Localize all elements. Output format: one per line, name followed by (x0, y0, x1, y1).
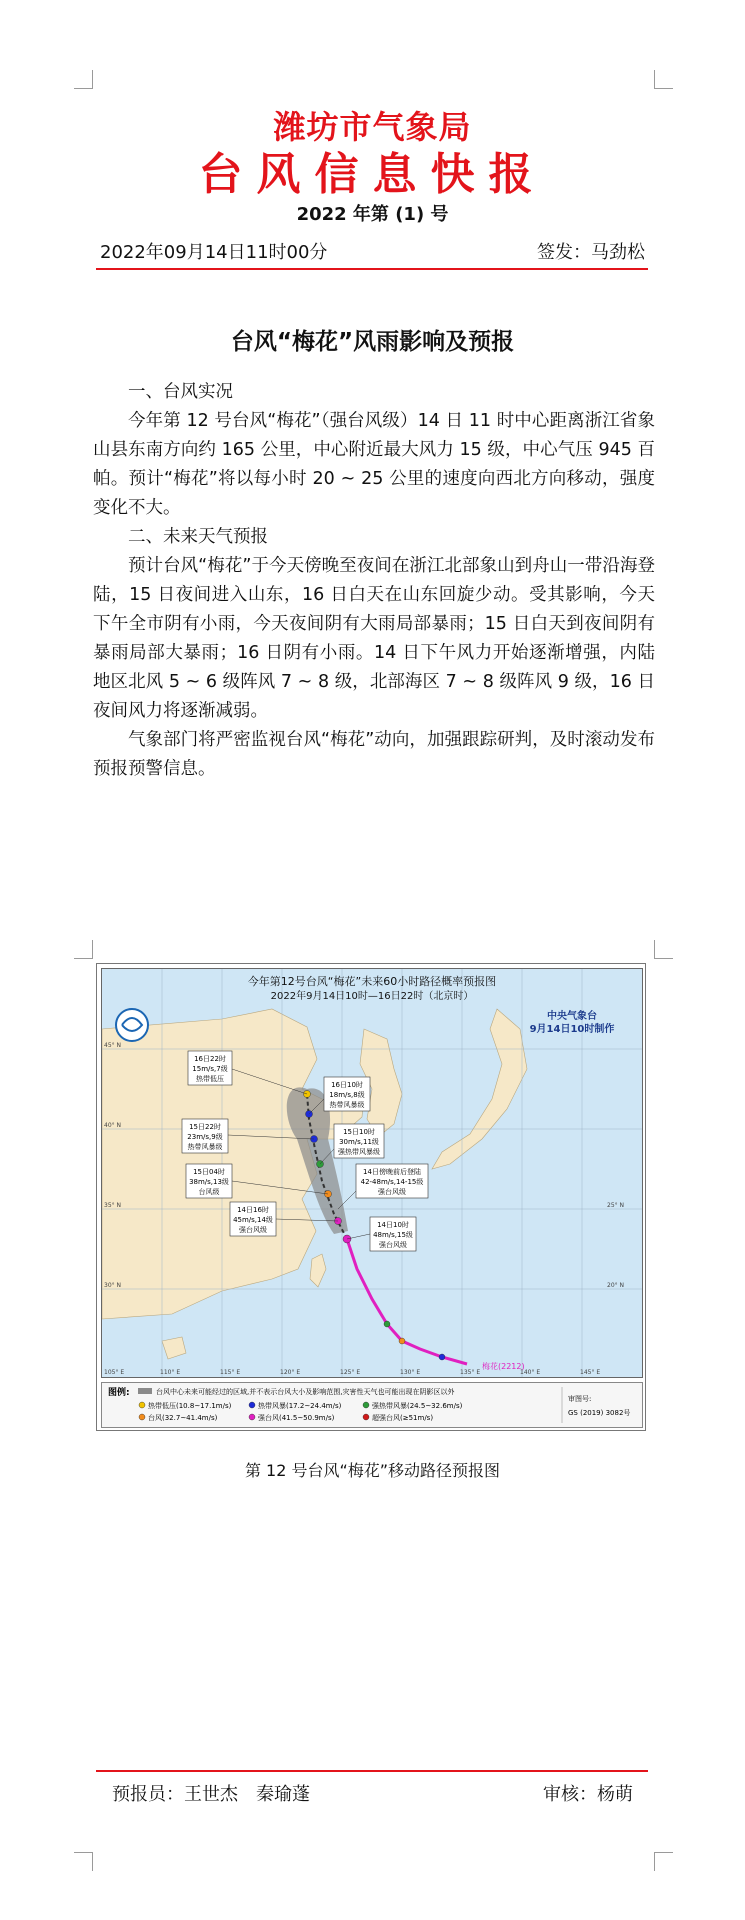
legend-sts-dot (363, 1402, 369, 1408)
article-body (93, 378, 655, 784)
svg-text:110° E: 110° E (160, 1369, 181, 1376)
svg-text:18m/s,8级: 18m/s,8级 (329, 1091, 365, 1099)
legend-super: 超强台风(≥51m/s) (372, 1414, 434, 1422)
paragraph-weather-forecast: 预计台风“梅花”于今天傍晚至夜间在浙江北部象山到舟山一带沿海登陆，15 日夜间进入山东，16 日白天在山东回旋少动。受其影响，今天下午全市阴有小雨，今天夜间阴有大雨局部暴雨；15 日白天到夜间阴有暴雨局部大暴雨；16 日阴有小雨。14 日下午风力开始逐渐增强，内陆地区北风 5 ~ 6 级阵风 7 ~ 8 级，北部海区 7 ~ 8 级阵风 9 级，16 日夜间风力将逐渐减弱。 (93, 556, 655, 721)
svg-text:热带风暴级: 热带风暴级 (329, 1101, 365, 1109)
map-subtitle: 2022年9月14日10时—16日22时（北京时） (270, 991, 474, 1002)
legend-td-dot (139, 1402, 145, 1408)
svg-text:强台风级: 强台风级 (239, 1226, 267, 1234)
storm-name-label: 梅花(2212) (482, 1362, 525, 1371)
paragraph-monitoring: 气象部门将严密监视台风“梅花”动向，加强跟踪研判，及时滚动发布预报预警信息。 (93, 730, 655, 779)
svg-text:38m/s,13级: 38m/s,13级 (189, 1178, 229, 1186)
corner-mark-bottom-right (654, 1852, 673, 1871)
legend-td: 热带低压(10.8~17.1m/s) (148, 1402, 232, 1410)
track-forecast-map (101, 968, 643, 1378)
svg-text:15m/s,7级: 15m/s,7级 (192, 1065, 228, 1073)
map-svg (102, 969, 642, 1377)
map-producer: 中央气象台 (547, 1011, 597, 1022)
svg-text:14日16时: 14日16时 (237, 1206, 269, 1214)
svg-text:15日22时: 15日22时 (189, 1123, 221, 1131)
corner-mark-mid-left (74, 940, 93, 959)
legend-label: 图例: (108, 1388, 130, 1398)
svg-text:热带低压: 热带低压 (196, 1075, 224, 1083)
issue-number: 2022 年第 (1) 号 (296, 204, 449, 225)
corner-mark-top-left (74, 70, 93, 89)
svg-text:15日04时: 15日04时 (193, 1168, 225, 1176)
svg-text:15日10时: 15日10时 (343, 1128, 375, 1136)
cma-logo (116, 1009, 148, 1041)
corner-mark-top-right (654, 70, 673, 89)
svg-text:45m/s,14级: 45m/s,14级 (233, 1216, 273, 1224)
legend-sty-dot (249, 1414, 255, 1420)
svg-text:125° E: 125° E (340, 1369, 361, 1376)
svg-text:42-48m/s,14-15级: 42-48m/s,14-15级 (360, 1178, 424, 1186)
svg-text:145° E: 145° E (580, 1369, 601, 1376)
approval-label: 审图号: (568, 1395, 592, 1403)
svg-text:23m/s,9级: 23m/s,9级 (187, 1133, 223, 1141)
legend-svg (102, 1383, 642, 1427)
svg-text:45° N: 45° N (104, 1042, 122, 1049)
past-point-3 (439, 1354, 445, 1360)
legend-super-dot (363, 1414, 369, 1420)
svg-text:130° E: 130° E (400, 1369, 421, 1376)
legend-ts-dot (249, 1402, 255, 1408)
svg-text:40° N: 40° N (104, 1122, 122, 1129)
past-point-2 (384, 1321, 390, 1327)
svg-text:25° N: 25° N (607, 1202, 625, 1209)
svg-text:140° E: 140° E (520, 1369, 541, 1376)
svg-text:热带风暴级: 热带风暴级 (187, 1143, 223, 1151)
svg-text:48m/s,15级: 48m/s,15级 (373, 1231, 413, 1239)
agency-name: 潍坊市气象局 (273, 108, 472, 146)
svg-text:120° E: 120° E (280, 1369, 301, 1376)
svg-text:105° E: 105° E (104, 1369, 125, 1376)
map-legend (101, 1382, 643, 1428)
svg-text:16日22时: 16日22时 (194, 1055, 226, 1063)
approval-number: GS (2019) 3082号 (568, 1409, 631, 1417)
corner-mark-bottom-left (74, 1852, 93, 1871)
svg-text:台风级: 台风级 (198, 1188, 220, 1196)
header-red-rule (96, 268, 648, 270)
forecasters: 预报员：王世杰 秦瑜蓬 (112, 1784, 310, 1805)
svg-text:强台风级: 强台风级 (379, 1241, 407, 1249)
map-made-time: 9月14日10时制作 (529, 1024, 615, 1035)
signer: 签发：马劲松 (537, 242, 645, 263)
section-heading-1: 一、台风实况 (128, 382, 233, 402)
paragraph-typhoon-status: 今年第 12 号台风“梅花”（强台风级）14 日 11 时中心距离浙江省象山县东南方向约 165 公里，中心附近最大风力 15 级，中心气压 945 百帕。预计“梅花”将以每小时 20 ~ 25 公里的速度向西北方向移动，强度变化不大。 (93, 411, 655, 518)
svg-text:35° N: 35° N (104, 1202, 122, 1209)
legend-ty: 台风(32.7~41.4m/s) (148, 1414, 218, 1422)
past-point-1 (399, 1338, 405, 1344)
corner-mark-mid-right (654, 940, 673, 959)
legend-ts: 热带风暴(17.2~24.4m/s) (258, 1402, 342, 1410)
track-forecast-figure (96, 963, 646, 1431)
svg-text:强热带风暴级: 强热带风暴级 (338, 1148, 380, 1156)
lon-tick-labels (104, 1369, 600, 1376)
legend-ty-dot (139, 1414, 145, 1420)
svg-text:16日10时: 16日10时 (331, 1081, 363, 1089)
legend-cone-swatch (138, 1388, 152, 1394)
svg-text:20° N: 20° N (607, 1282, 625, 1289)
article-title: 台风“梅花”风雨影响及预报 (230, 329, 515, 355)
reviewer: 审核：杨萌 (543, 1784, 633, 1805)
issue-datetime: 2022年09月14日11时00分 (100, 242, 328, 263)
footer-red-rule (96, 1770, 648, 1772)
svg-text:30m/s,11级: 30m/s,11级 (339, 1138, 379, 1146)
figure-caption: 第 12 号台风“梅花”移动路径预报图 (244, 1461, 501, 1480)
section-heading-2: 二、未来天气预报 (128, 527, 268, 547)
svg-text:115° E: 115° E (220, 1369, 241, 1376)
svg-text:14日傍晚前后登陆: 14日傍晚前后登陆 (363, 1168, 421, 1176)
map-title: 今年第12号台风“梅花”未来60小时路径概率预报图 (247, 975, 497, 988)
bulletin-title: 台风信息快报 (198, 149, 547, 200)
svg-text:强台风级: 强台风级 (378, 1188, 406, 1196)
svg-text:14日10时: 14日10时 (377, 1221, 409, 1229)
svg-text:135° E: 135° E (460, 1369, 481, 1376)
legend-sty: 强台风(41.5~50.9m/s) (258, 1414, 335, 1422)
legend-cone-note: 台风中心未来可能经过的区域,并不表示台风大小及影响范围,灾害性天气也可能出现在阴影区以外 (156, 1388, 455, 1396)
legend-sts: 强热带风暴(24.5~32.6m/s) (372, 1402, 463, 1410)
svg-text:30° N: 30° N (104, 1282, 122, 1289)
